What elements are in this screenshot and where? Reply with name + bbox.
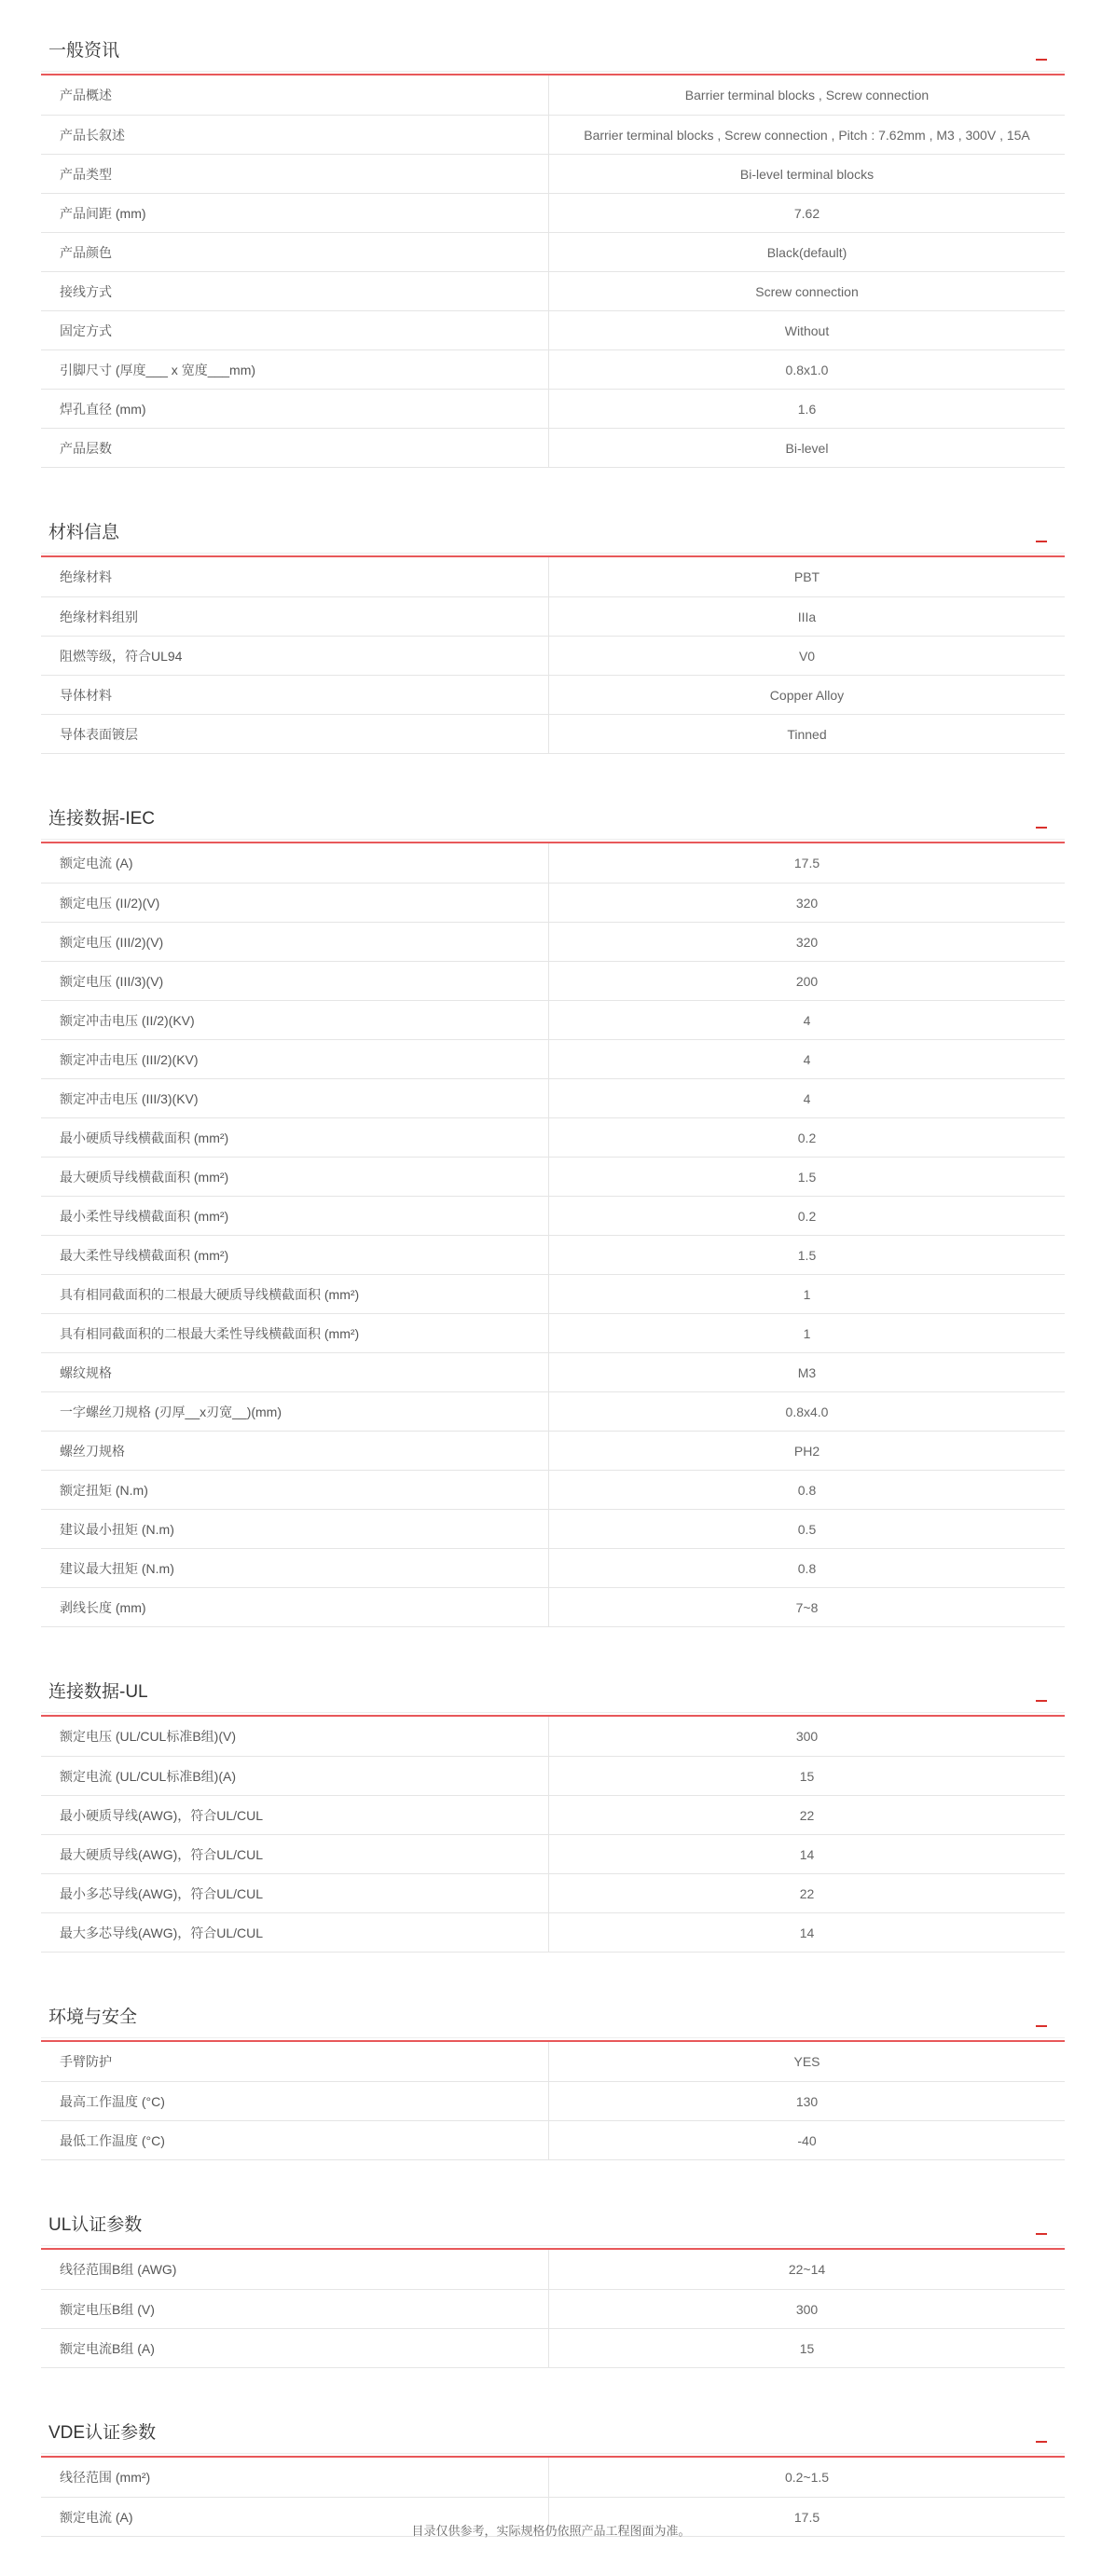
spec-label: 额定冲击电压 (III/3)(KV) [41, 1079, 549, 1118]
spec-label: 手臂防护 [41, 2042, 549, 2082]
spec-label: 最小多芯导线(AWG)，符合UL/CUL [41, 1874, 549, 1913]
table-row [41, 233, 1065, 272]
table-row [41, 1471, 1065, 1510]
spec-label: 接线方式 [41, 272, 549, 311]
section-header[interactable] [41, 1992, 1065, 2042]
table-row [41, 676, 1065, 715]
spec-table [41, 557, 1065, 754]
table-row [41, 1432, 1065, 1471]
section-title: 连接数据-UL [48, 1682, 148, 1702]
table-row [41, 1549, 1065, 1588]
spec-label: 螺丝刀规格 [41, 1432, 549, 1471]
table-row [41, 1158, 1065, 1197]
table-row [41, 1796, 1065, 1835]
spec-label: 一字螺丝刀规格 (刃厚__x刃宽__)(mm) [41, 1392, 549, 1432]
spec-value: 300 [549, 1717, 1066, 1757]
section-title: 材料信息 [48, 523, 120, 542]
spec-label: 最大硬质导线横截面积 (mm²) [41, 1158, 549, 1197]
spec-value: 17.5 [549, 2498, 1066, 2537]
table-row [41, 923, 1065, 962]
spec-value: 22~14 [549, 2250, 1066, 2290]
collapse-icon[interactable] [1029, 808, 1054, 832]
spec-value: 0.2~1.5 [549, 2458, 1066, 2498]
spec-value: 300 [549, 2290, 1066, 2329]
collapse-icon[interactable] [1029, 522, 1054, 546]
spec-label: 额定电流 (A) [41, 843, 549, 884]
spec-label: 产品概述 [41, 75, 549, 116]
spec-label: 最大柔性导线横截面积 (mm²) [41, 1236, 549, 1275]
section-title: 环境与安全 [48, 2007, 138, 2027]
spec-label: 导体表面镀层 [41, 715, 549, 754]
table-row [41, 1588, 1065, 1627]
spec-label: 最高工作温度 (°C) [41, 2082, 549, 2121]
spec-value: 0.8x4.0 [549, 1392, 1066, 1432]
table-row [41, 311, 1065, 350]
spec-label: 产品颜色 [41, 233, 549, 272]
table-row [41, 272, 1065, 311]
spec-label: 额定冲击电压 (II/2)(KV) [41, 1001, 549, 1040]
spec-label: 具有相同截面积的二根最大柔性导线横截面积 (mm²) [41, 1314, 549, 1353]
spec-label: 线径范围B组 (AWG) [41, 2250, 549, 2290]
spec-value: IIIa [549, 597, 1066, 637]
spec-label: 导体材料 [41, 676, 549, 715]
spec-value: 4 [549, 1079, 1066, 1118]
spec-value: V0 [549, 637, 1066, 676]
table-row [41, 597, 1065, 637]
footer-note: 目录仅供参考，实际规格仍依照产品工程图面为准。 [411, 2524, 691, 2538]
spec-label: 阻燃等级，符合UL94 [41, 637, 549, 676]
collapse-icon[interactable] [1029, 1681, 1054, 1706]
table-row [41, 715, 1065, 754]
spec-value: Bi-level [549, 429, 1066, 468]
spec-label: 产品间距 (mm) [41, 194, 549, 233]
spec-table [41, 1717, 1065, 1953]
section-header[interactable] [41, 793, 1065, 843]
spec-label: 绝缘材料 [41, 557, 549, 597]
spec-label: 额定电流B组 (A) [41, 2329, 549, 2368]
spec-value: 1.5 [549, 1158, 1066, 1197]
spec-label: 产品类型 [41, 155, 549, 194]
table-row [41, 75, 1065, 116]
section-header[interactable] [41, 507, 1065, 557]
spec-value: 7.62 [549, 194, 1066, 233]
table-row [41, 1118, 1065, 1158]
spec-label: 具有相同截面积的二根最大硬质导线横截面积 (mm²) [41, 1275, 549, 1314]
table-row [41, 390, 1065, 429]
table-row [41, 1236, 1065, 1275]
section-title: VDE认证参数 [48, 2423, 157, 2443]
table-row [41, 2290, 1065, 2329]
spec-value: Black(default) [549, 233, 1066, 272]
spec-label: 额定电流 (UL/CUL标准B组)(A) [41, 1757, 549, 1796]
spec-value: 1.5 [549, 1236, 1066, 1275]
spec-section [41, 1992, 1065, 2160]
spec-section [41, 2407, 1065, 2537]
spec-value: M3 [549, 1353, 1066, 1392]
spec-label: 最小柔性导线横截面积 (mm²) [41, 1197, 549, 1236]
spec-label: 最大硬质导线(AWG)，符合UL/CUL [41, 1835, 549, 1874]
table-row [41, 116, 1065, 155]
spec-value: 14 [549, 1913, 1066, 1953]
table-row [41, 1275, 1065, 1314]
spec-value: Bi-level terminal blocks [549, 155, 1066, 194]
spec-value: PBT [549, 557, 1066, 597]
spec-label: 最低工作温度 (°C) [41, 2121, 549, 2160]
spec-table [41, 843, 1065, 1627]
spec-value: 1 [549, 1314, 1066, 1353]
spec-label: 额定扭矩 (N.m) [41, 1471, 549, 1510]
spec-value: 0.8 [549, 1549, 1066, 1588]
spec-value: 0.2 [549, 1118, 1066, 1158]
spec-label: 额定电压 (III/3)(V) [41, 962, 549, 1001]
spec-value: 15 [549, 1757, 1066, 1796]
spec-value: YES [549, 2042, 1066, 2082]
spec-value: Screw connection [549, 272, 1066, 311]
spec-value: Barrier terminal blocks , Screw connection , Pitch : 7.62mm , M3 , 300V , 15A [549, 116, 1066, 155]
spec-label: 线径范围 (mm²) [41, 2458, 549, 2498]
spec-value: 320 [549, 923, 1066, 962]
spec-label: 额定电压 (II/2)(V) [41, 884, 549, 923]
spec-value: Copper Alloy [549, 676, 1066, 715]
table-row [41, 2042, 1065, 2082]
table-row [41, 1913, 1065, 1953]
spec-section [41, 1666, 1065, 1953]
table-row [41, 350, 1065, 390]
section-header[interactable] [41, 1666, 1065, 1717]
section-header[interactable] [41, 2199, 1065, 2250]
spec-value: 0.5 [549, 1510, 1066, 1549]
collapse-icon[interactable] [1029, 2422, 1054, 2446]
spec-label: 焊孔直径 (mm) [41, 390, 549, 429]
spec-value: 130 [549, 2082, 1066, 2121]
section-header[interactable] [41, 2407, 1065, 2458]
table-row [41, 2082, 1065, 2121]
section-title: UL认证参数 [48, 2215, 143, 2235]
spec-value: 7~8 [549, 1588, 1066, 1627]
table-row [41, 1040, 1065, 1079]
table-row [41, 1874, 1065, 1913]
spec-label: 建议最大扭矩 (N.m) [41, 1549, 549, 1588]
spec-section [41, 507, 1065, 754]
section-header[interactable] [41, 25, 1065, 75]
spec-label: 固定方式 [41, 311, 549, 350]
spec-label: 最小硬质导线横截面积 (mm²) [41, 1118, 549, 1158]
spec-value: 22 [549, 1796, 1066, 1835]
spec-value: 320 [549, 884, 1066, 923]
spec-value: 4 [549, 1001, 1066, 1040]
collapse-icon[interactable] [1029, 2007, 1054, 2031]
spec-value: 4 [549, 1040, 1066, 1079]
table-row [41, 884, 1065, 923]
spec-label: 绝缘材料组别 [41, 597, 549, 637]
spec-value: 14 [549, 1835, 1066, 1874]
table-row [41, 429, 1065, 468]
spec-label: 螺纹规格 [41, 1353, 549, 1392]
spec-label: 引脚尺寸 (厚度___ x 宽度___mm) [41, 350, 549, 390]
spec-label: 额定电流 (A) [41, 2498, 549, 2537]
table-row [41, 637, 1065, 676]
spec-section [41, 2199, 1065, 2368]
table-row [41, 155, 1065, 194]
spec-value: 200 [549, 962, 1066, 1001]
spec-table [41, 2042, 1065, 2160]
table-row [41, 2250, 1065, 2290]
spec-value: Tinned [549, 715, 1066, 754]
table-row [41, 1717, 1065, 1757]
table-row [41, 843, 1065, 884]
spec-value: PH2 [549, 1432, 1066, 1471]
spec-label: 产品层数 [41, 429, 549, 468]
collapse-icon[interactable] [1029, 2214, 1054, 2239]
spec-value: 0.2 [549, 1197, 1066, 1236]
spec-label: 额定电压 (III/2)(V) [41, 923, 549, 962]
table-row [41, 1835, 1065, 1874]
spec-value: 17.5 [549, 843, 1066, 884]
table-row [41, 194, 1065, 233]
spec-value: -40 [549, 2121, 1066, 2160]
spec-label: 额定冲击电压 (III/2)(KV) [41, 1040, 549, 1079]
spec-value: 0.8x1.0 [549, 350, 1066, 390]
section-title: 连接数据-IEC [48, 809, 156, 829]
table-row [41, 557, 1065, 597]
spec-value: 1 [549, 1275, 1066, 1314]
table-row [41, 1314, 1065, 1353]
table-row [41, 1510, 1065, 1549]
spec-table [41, 75, 1065, 468]
table-row [41, 1353, 1065, 1392]
table-row [41, 1001, 1065, 1040]
spec-value: 15 [549, 2329, 1066, 2368]
table-row [41, 1079, 1065, 1118]
collapse-icon[interactable] [1029, 40, 1054, 64]
table-row [41, 2458, 1065, 2498]
spec-value: Barrier terminal blocks , Screw connection [549, 75, 1066, 116]
spec-section [41, 25, 1065, 468]
spec-label: 剥线长度 (mm) [41, 1588, 549, 1627]
spec-value: 22 [549, 1874, 1066, 1913]
spec-label: 最大多芯导线(AWG)，符合UL/CUL [41, 1913, 549, 1953]
table-row [41, 1392, 1065, 1432]
section-title: 一般资讯 [48, 41, 120, 61]
spec-sections [41, 25, 1065, 2576]
spec-section [41, 793, 1065, 1627]
table-row [41, 2329, 1065, 2368]
spec-label: 最小硬质导线(AWG)，符合UL/CUL [41, 1796, 549, 1835]
spec-label: 建议最小扭矩 (N.m) [41, 1510, 549, 1549]
table-row [41, 1197, 1065, 1236]
table-row [41, 962, 1065, 1001]
spec-label: 产品长叙述 [41, 116, 549, 155]
spec-label: 额定电压 (UL/CUL标准B组)(V) [41, 1717, 549, 1757]
spec-value: Without [549, 311, 1066, 350]
spec-value: 1.6 [549, 390, 1066, 429]
spec-label: 额定电压B组 (V) [41, 2290, 549, 2329]
spec-value: 0.8 [549, 1471, 1066, 1510]
spec-table [41, 2250, 1065, 2368]
table-row [41, 2121, 1065, 2160]
table-row [41, 1757, 1065, 1796]
